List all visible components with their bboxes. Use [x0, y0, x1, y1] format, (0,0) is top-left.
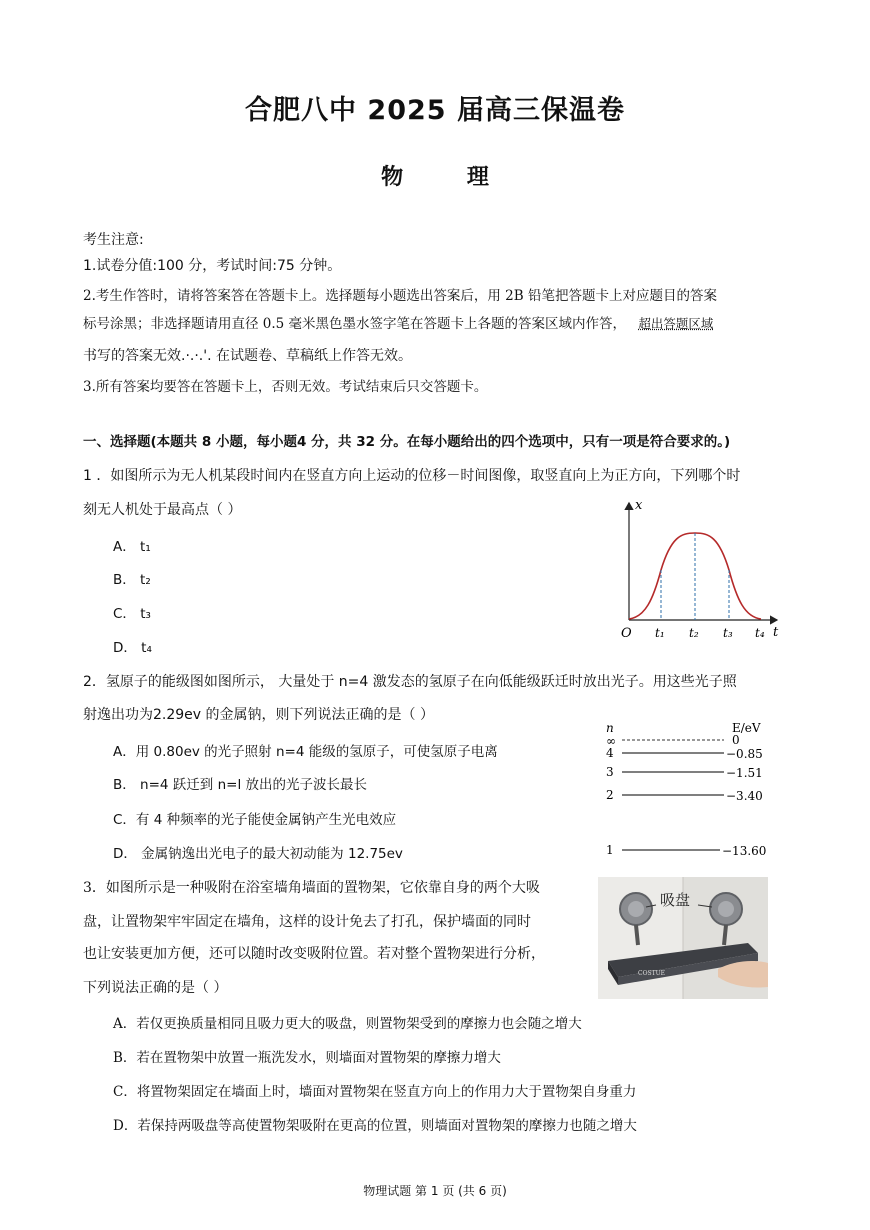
q1-option-d: D． t₄	[113, 640, 152, 656]
subject-title	[0, 160, 870, 191]
n-axis-label: n	[606, 721, 614, 735]
q2-option-a: A．用 0.80ev 的光子照射 n=4 能级的氢原子，可使氢原子电离	[113, 744, 498, 760]
tick-t3: t₃	[723, 626, 733, 640]
level-2-n: 2	[606, 788, 614, 802]
level-1-n: 1	[606, 843, 614, 857]
section-heading: 一、选择题(本题共 8 小题，每小题4 分，共 32 分。在每小题给出的四个选项中，只有一项是符合要求的。)	[83, 434, 731, 450]
q3-shelf-photo	[598, 877, 768, 999]
notice-item-1: 1.试卷分值:100 分，考试时间:75 分钟。	[83, 258, 342, 274]
notice-heading: 考生注意:	[83, 232, 144, 248]
q3-option-b: B．若在置物架中放置一瓶洗发水，则墙面对置物架的摩擦力增大	[113, 1050, 501, 1066]
q3-option-d: D．若保持两吸盘等高使置物架吸附在更高的位置，则墙面对置物架的摩擦力也随之增大	[113, 1118, 637, 1134]
q1-displacement-graph	[615, 495, 785, 645]
subject-char-1: 物	[381, 165, 404, 190]
q1-option-c: C． t₃	[113, 606, 151, 622]
q3-stem-line-3: 也让安装更加方便，还可以随时改变吸附位置。若对整个置物架进行分析，	[83, 946, 545, 962]
q2-stem-line-2: 射逸出功为2.29ev 的金属钠，则下列说法正确的是（ ）	[83, 707, 434, 723]
notice-item-2-text: 标号涂黑；非选择题请用直径 0.5 毫米黑色墨水签字笔在答题卡上各题的答案区域内作答，	[83, 316, 627, 332]
q3-stem-line-1: 3．如图所示是一种吸附在浴室墙角墙面的置物架，它依靠自身的两个大吸	[83, 880, 540, 896]
q3-option-a: A．若仅更换质量相同且吸力更大的吸盘，则置物架受到的摩擦力也会随之增大	[113, 1016, 582, 1032]
level-3-e: −1.51	[726, 766, 763, 780]
origin-label: O	[621, 626, 632, 641]
suction-cup-label: 吸盘	[660, 891, 691, 909]
page-footer: 物理试题 第 1 页 (共 6 页)	[363, 1184, 507, 1198]
q1-stem-line-2: 刻无人机处于最高点（ ）	[83, 502, 242, 518]
q1-option-b: B． t₂	[113, 572, 151, 588]
level-1-e: −13.60	[722, 844, 767, 858]
level-3-n: 3	[606, 765, 614, 779]
notice-item-3: 3.所有答案均要答在答题卡上，否则无效。考试结束后只交答题卡。	[83, 379, 488, 395]
q3-option-c: C．将置物架固定在墙面上时，墙面对置物架在竖直方向上的作用力大于置物架自身重力	[113, 1084, 637, 1100]
q2-energy-level-diagram	[600, 718, 785, 866]
notice-item-2-warning: 超出答题区域	[638, 316, 714, 331]
level-4-n: 4	[606, 746, 614, 760]
energy-axis-label: E/eV	[732, 721, 761, 735]
q2-option-b: B． n=4 跃迁到 n=l 放出的光子波长最长	[113, 777, 368, 793]
tick-t4: t₄	[755, 626, 765, 640]
level-inf-n: ∞	[606, 734, 616, 748]
q3-stem-line-4: 下列说法正确的是（ ）	[83, 980, 228, 996]
subject-char-2: 理	[466, 165, 489, 190]
shelf-brand: COSTUE	[638, 970, 666, 977]
notice-item-2-line-1: 2.考生作答时，请将答案答在答题卡上。选择题每小题选出答案后，用 2B 铅笔把答题卡上对应题目的答案	[83, 288, 717, 304]
q3-stem-line-2: 盘，让置物架牢牢固定在墙角，这样的设计免去了打孔，保护墙面的同时	[83, 914, 531, 930]
y-axis-label: x	[635, 498, 643, 513]
x-axis-label: t	[773, 625, 779, 640]
level-2-e: −3.40	[726, 789, 763, 803]
tick-t2: t₂	[689, 626, 699, 640]
notice-item-2-line-3: 书写的答案无效.·.·.'. 在试题卷、草稿纸上作答无效。	[83, 348, 412, 364]
q2-option-d: D． 金属钠逸出光电子的最大初动能为 12.75ev	[113, 846, 403, 862]
q2-option-c: C．有 4 种频率的光子能使金属钠产生光电效应	[113, 812, 397, 828]
q1-stem-line-1: 1 ．如图所示为无人机某段时间内在竖直方向上运动的位移－时间图像，取竖直向上为正方向，下列哪个时	[83, 468, 741, 484]
notice-item-2-line-2	[83, 312, 713, 332]
tick-t1: t₁	[655, 626, 665, 640]
level-inf-e: 0	[732, 733, 740, 747]
q2-stem-line-1: 2．氢原子的能级图如图所示， 大量处于 n=4 激发态的氢原子在向低能级跃迁时放出光子。用这些光子照	[83, 674, 737, 690]
level-4-e: −0.85	[726, 747, 763, 761]
exam-title: 合肥八中 2025 届高三保温卷	[245, 95, 625, 126]
q1-option-a: A． t₁	[113, 539, 151, 555]
